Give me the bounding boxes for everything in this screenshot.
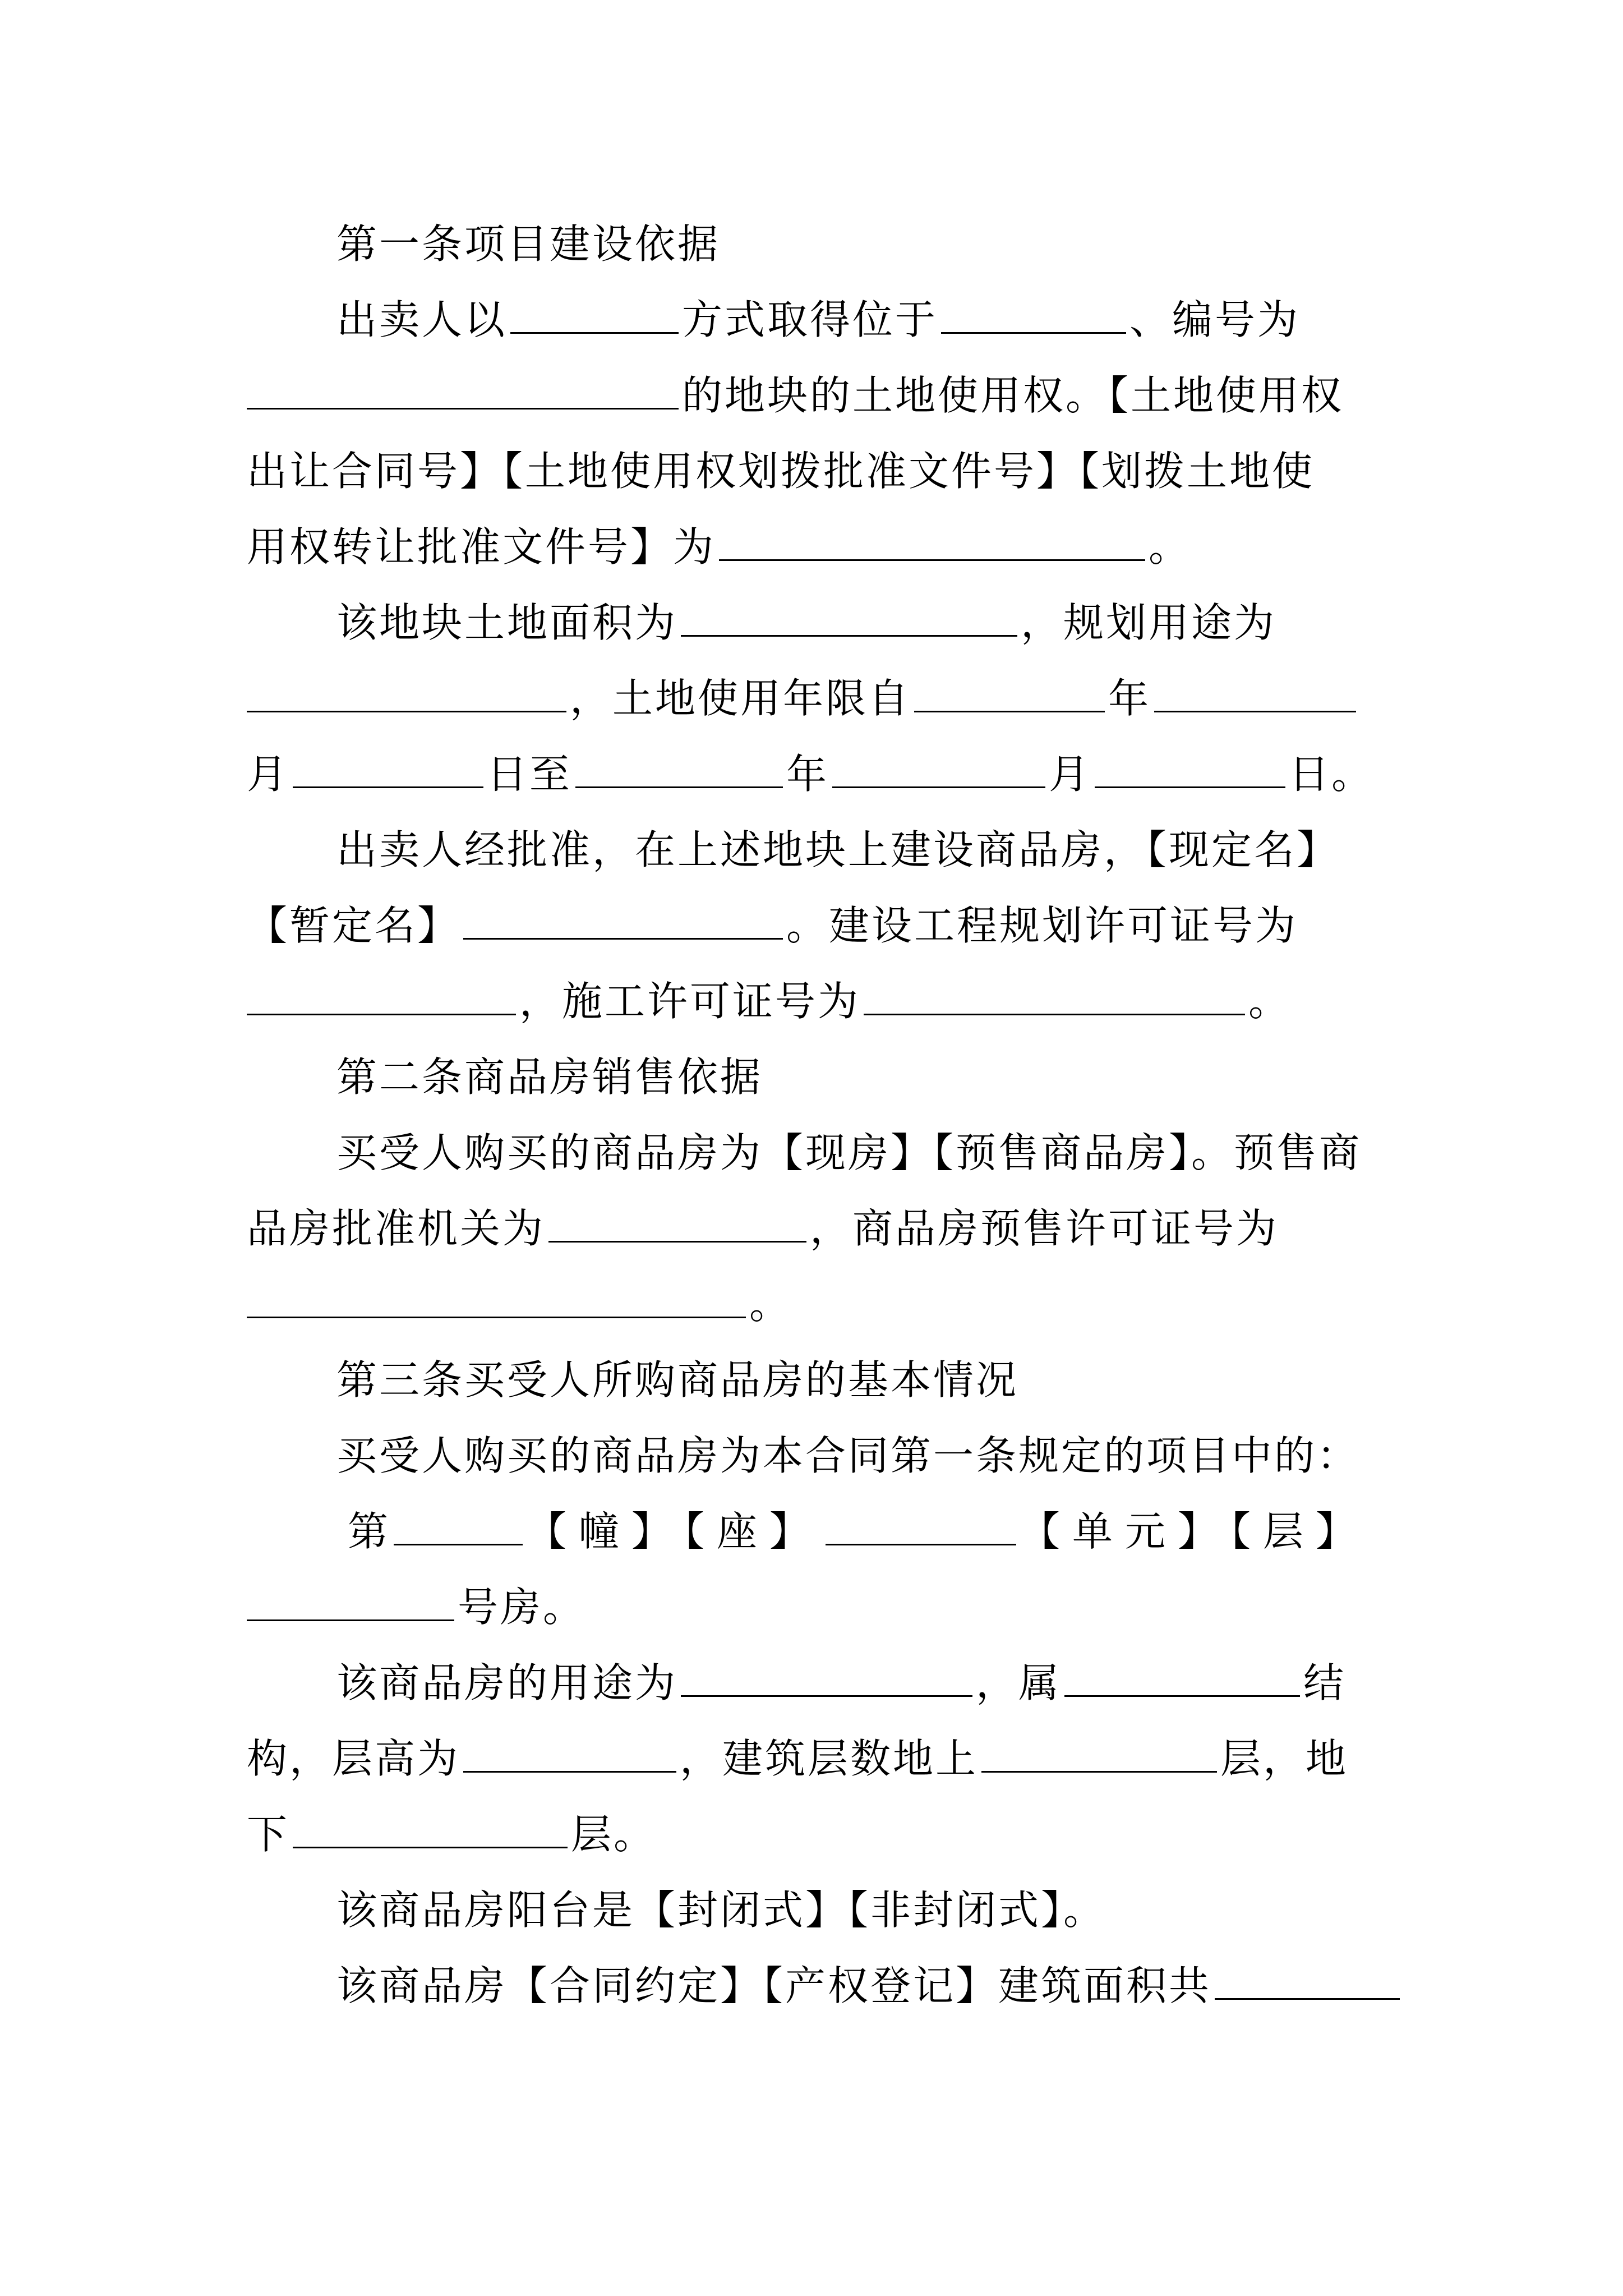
text-segment: 号房。 — [458, 1584, 586, 1631]
fill-blank[interactable] — [1064, 1656, 1300, 1697]
text-segment: 层，地 — [1220, 1735, 1349, 1782]
paragraph-line — [247, 895, 1380, 956]
fill-blank[interactable] — [681, 1656, 972, 1697]
fill-blank[interactable] — [510, 293, 679, 334]
fill-blank[interactable] — [293, 1807, 568, 1848]
paragraph-line — [247, 365, 1380, 426]
fill-blank[interactable] — [247, 1580, 454, 1621]
paragraph-line — [247, 1122, 1380, 1184]
text-segment: 月 — [1049, 751, 1092, 798]
text-segment: ，商品房预售许可证号为 — [810, 1205, 1279, 1252]
fill-blank[interactable] — [981, 1732, 1217, 1773]
fill-blank[interactable] — [463, 1732, 676, 1773]
heading-text: 第二条商品房销售依据 — [336, 1053, 763, 1101]
text-segment: 该商品房的用途为 — [336, 1659, 678, 1706]
fill-blank[interactable] — [575, 747, 783, 788]
article-2-heading — [247, 1046, 1380, 1108]
paragraph-line — [247, 1955, 1380, 2017]
paragraph-line — [247, 1198, 1380, 1259]
text-segment: 该地块土地面积为 — [336, 599, 678, 646]
fill-blank[interactable] — [826, 1504, 1016, 1545]
article-1-heading — [247, 213, 1380, 275]
text-segment: 年 — [1108, 675, 1151, 722]
fill-blank[interactable] — [247, 369, 679, 409]
fill-blank[interactable] — [719, 520, 1145, 561]
text-segment: 构，层高为 — [247, 1735, 460, 1782]
fill-blank[interactable] — [941, 293, 1126, 334]
text-segment: 下 — [247, 1811, 290, 1858]
text-segment: 出卖人经批准，在上述地块上建设商品房，【现定名】 — [336, 826, 1340, 873]
paragraph-line — [247, 1501, 1380, 1562]
text-segment: 。 — [1248, 978, 1292, 1025]
text-segment: ，规划用途为 — [1021, 599, 1277, 646]
paragraph-line — [247, 743, 1380, 805]
paragraph-line — [247, 1576, 1380, 1638]
text-segment: 该商品房阳台是【封闭式】【非封闭式】。 — [336, 1887, 1106, 1934]
text-segment: 出卖人以 — [336, 296, 508, 343]
fill-blank[interactable] — [394, 1504, 523, 1545]
text-segment: ，建筑层数地上 — [680, 1735, 979, 1782]
text-segment: 结 — [1303, 1659, 1347, 1706]
fill-blank[interactable] — [832, 747, 1045, 788]
paragraph-line — [247, 970, 1380, 1032]
text-segment: 出让合同号】【土地使用权划拨批准文件号】【划拨土地使 — [247, 448, 1315, 495]
paragraph-line — [247, 1803, 1380, 1865]
paragraph-line — [247, 1425, 1380, 1487]
text-segment: 。 — [749, 1281, 792, 1328]
fill-blank[interactable] — [681, 596, 1017, 637]
text-segment: 、编号为 — [1129, 296, 1301, 343]
paragraph-line — [247, 1879, 1380, 1941]
paragraph-line — [247, 1273, 1380, 1335]
article-3-heading — [247, 1349, 1380, 1411]
paragraph-line — [247, 592, 1380, 654]
fill-blank[interactable] — [247, 974, 516, 1015]
fill-blank[interactable] — [548, 1202, 806, 1243]
text-segment: 年 — [786, 751, 829, 798]
text-segment: 层。 — [571, 1811, 657, 1858]
text-segment: 该商品房【合同约定】【产权登记】建筑面积共 — [336, 1962, 1212, 2009]
text-segment: 【暂定名】 — [247, 902, 460, 949]
text-segment: 。建设工程规划许可证号为 — [786, 902, 1298, 949]
text-segment: 日至 — [487, 751, 573, 798]
fill-blank[interactable] — [1095, 747, 1285, 788]
fill-blank[interactable] — [293, 747, 483, 788]
paragraph-line — [247, 819, 1380, 881]
heading-text: 第三条买受人所购商品房的基本情况 — [336, 1356, 1019, 1404]
text-segment: 买受人购买的商品房为【现房】【预售商品房】。预售商 — [336, 1129, 1362, 1176]
paragraph-line — [247, 1728, 1380, 1789]
fill-blank[interactable] — [1154, 671, 1356, 712]
fill-blank[interactable] — [247, 1277, 746, 1318]
text-segment: 的地块的土地使用权。【土地使用权 — [682, 372, 1344, 419]
text-segment: 【单元】【层】 — [1020, 1508, 1369, 1555]
text-segment: 日。 — [1289, 751, 1375, 798]
text-segment: ，属 — [976, 1659, 1062, 1706]
fill-blank[interactable] — [864, 974, 1245, 1015]
paragraph-line — [247, 516, 1380, 578]
text-segment: 【幢】【座】 — [526, 1508, 823, 1555]
fill-blank[interactable] — [247, 671, 566, 712]
text-segment: ，施工许可证号为 — [519, 978, 861, 1025]
fill-blank[interactable] — [463, 899, 783, 940]
text-segment: 买受人购买的商品房为本合同第一条规定的项目中的： — [336, 1432, 1360, 1479]
heading-text: 第一条项目建设依据 — [336, 220, 721, 268]
fill-blank[interactable] — [1215, 1959, 1400, 2000]
text-segment: 品房批准机关为 — [247, 1205, 546, 1252]
paragraph-line — [247, 440, 1380, 502]
paragraph-line — [247, 1652, 1380, 1714]
text-segment: 用权转让批准文件号】为 — [247, 523, 716, 570]
text-segment: 。 — [1149, 523, 1192, 570]
paragraph-line — [247, 289, 1380, 351]
paragraph-line — [247, 668, 1380, 729]
text-segment: 月 — [247, 751, 290, 798]
text-segment: 方式取得位于 — [682, 296, 938, 343]
text-segment: 第 — [348, 1508, 391, 1555]
text-segment: ，土地使用年限自 — [570, 675, 911, 722]
fill-blank[interactable] — [914, 671, 1105, 712]
